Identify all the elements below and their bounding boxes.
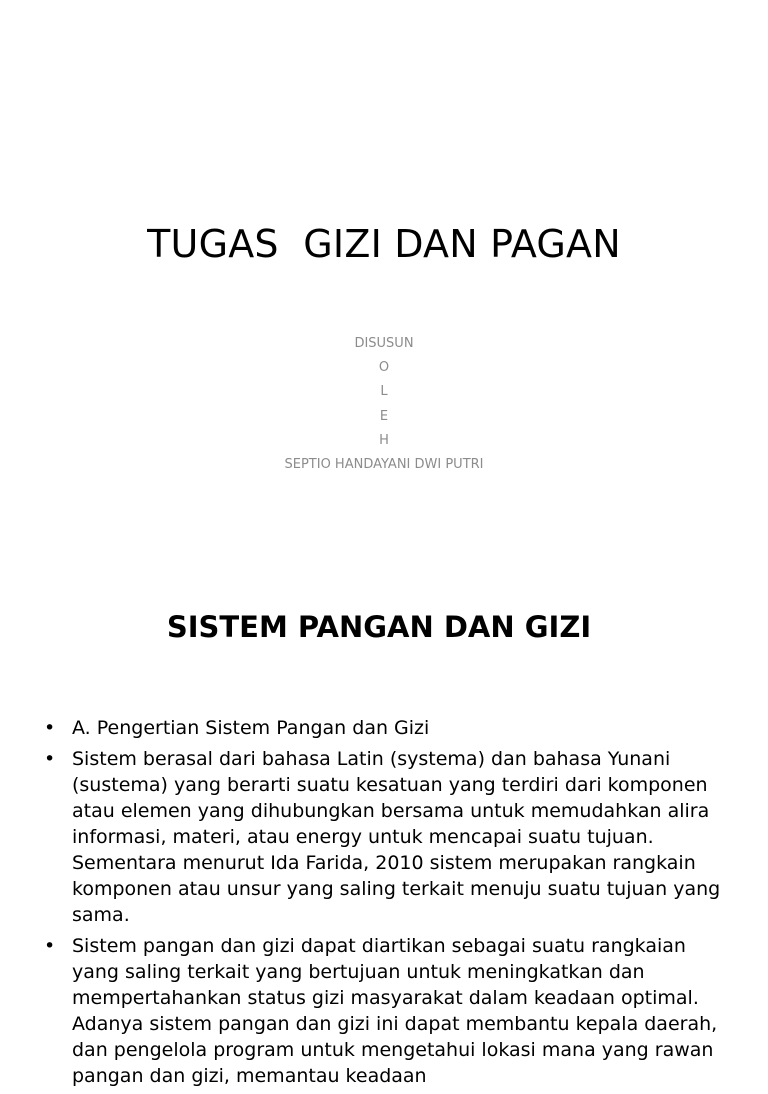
author-name: SEPTIO HANDAYANI DWI PUTRI <box>284 457 484 473</box>
bullet-icon: • <box>44 935 56 957</box>
slide-heading: SISTEM PANGAN DAN GIZI <box>166 610 592 644</box>
slide-title: TUGAS GIZI DAN PAGAN <box>147 222 621 266</box>
bullet-text: A. Pengertian Sistem Pangan dan Gizi <box>72 717 430 739</box>
subtitle-line: L <box>380 384 388 400</box>
content-slide <box>0 576 768 1087</box>
list-item <box>0 933 732 1089</box>
bullet-icon: • <box>44 748 56 770</box>
list-item <box>0 746 732 928</box>
bullet-icon: • <box>44 717 56 739</box>
bullet-text: Sistem berasal dari bahasa Latin (systema) dan bahasa Yunani (sustema) yang berarti suatu kesatuan yang terdiri dari komponen atau elemen yang dihubungkan bersama untuk memudahkan alira informasi, materi, atau energy untuk mencapai suatu tujuan. Sementara menurut Ida Farida, 2010 sistem merupakan rangkain komponen atau unsur yang saling terkait menuju suatu tujuan yang sama. <box>72 748 721 926</box>
subtitle-line: E <box>379 408 389 424</box>
subtitle-line: DISUSUN <box>354 336 414 351</box>
author-subtitle <box>0 332 768 477</box>
list-item <box>0 715 732 741</box>
subtitle-line: O <box>378 360 390 376</box>
bullet-text: Sistem pangan dan gizi dapat diartikan sebagai suatu rangkaian yang saling terkait yang bertujuan untuk meningkatkan dan mempertahankan status gizi masyarakat dalam keadaan optimal. Adanya sistem pangan dan gizi ini dapat membantu kepala daerah, dan pengelola program untuk mengetahui lokasi mana yang rawan pangan dan gizi, memantau keadaan <box>72 935 718 1087</box>
bullet-list <box>0 715 768 1094</box>
subtitle-line: H <box>379 432 389 448</box>
